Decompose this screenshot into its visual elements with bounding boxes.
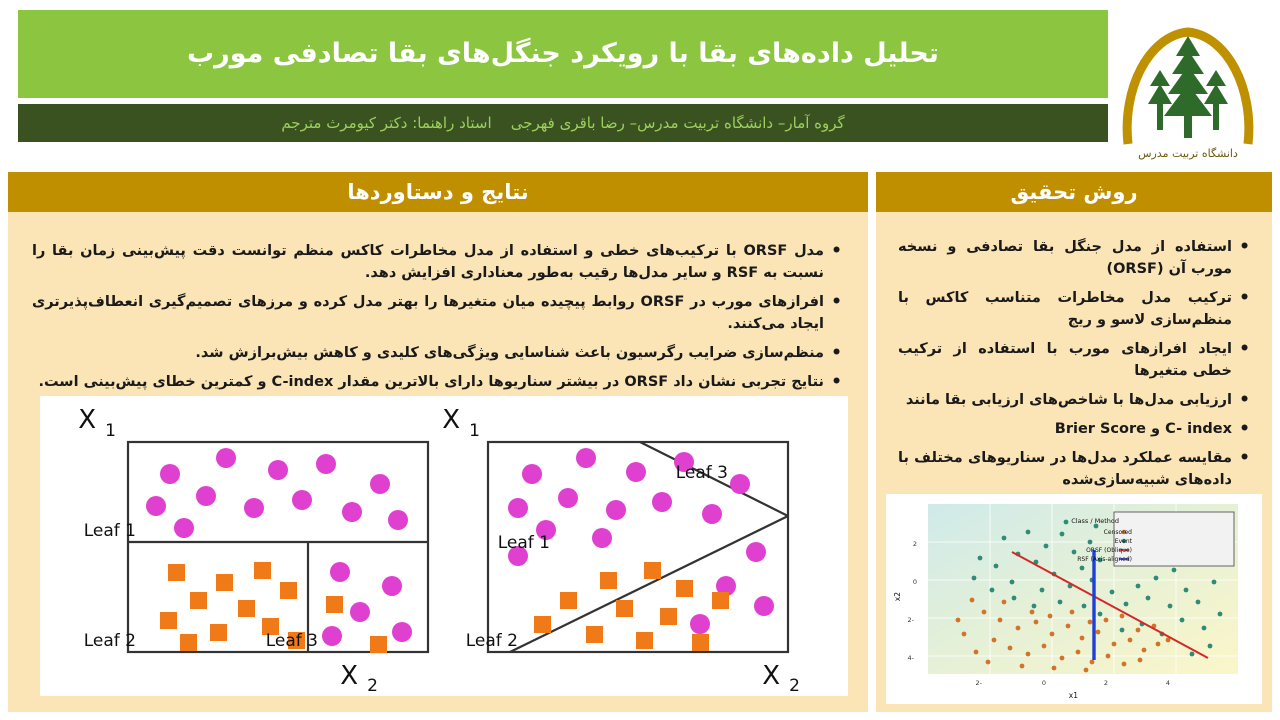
legend-item-rsf: RSF (Axis-aligned): [1077, 556, 1132, 563]
ytick-0: 0: [912, 578, 917, 586]
left-x-axis-label: X: [340, 661, 358, 691]
left-leaf-label-3: Leaf 3: [265, 631, 318, 651]
right-y-axis-label: X: [442, 405, 460, 435]
scatter-figure: [886, 494, 1262, 704]
list-item: • افرازهای مورب در ORSF روابط پیچیده میان متغیرها را بهتر مدل کرده و مرزهای تصمیم‌گیری انعطاف‌پذیرتری ایجاد می‌کنند.: [32, 291, 826, 335]
right-leaf-label-3: Leaf 3: [675, 463, 728, 483]
method-bullet-list: [888, 236, 1260, 498]
ytick--4: -4: [907, 654, 914, 662]
svg-text:2: 2: [367, 676, 378, 696]
list-item: • C- index و Brier Score: [898, 418, 1234, 440]
results-bullet-list: [22, 240, 852, 400]
xtick-0: 0: [1041, 679, 1046, 687]
logo-caption: دانشگاه تربیت مدرس: [1138, 147, 1238, 160]
poster-subtitle-bar: [18, 104, 1108, 142]
list-item: • مدل ORSF با ترکیب‌های خطی و استفاده از مدل مخاطرات کاکس منظم توانست دقت پیش‌بینی زمان بقا را نسبت به RSF و سایر مدل‌ها رقیب به‌طور معناداری افزایش دهد.: [32, 240, 826, 284]
left-leaf-label-2: Leaf 2: [83, 631, 136, 651]
university-logo: [1114, 8, 1262, 166]
list-item: • منظم‌سازی ضرایب رگرسیون باعث شناسایی ویژگی‌های کلیدی و کاهش بیش‌برازش شد.: [32, 342, 826, 364]
list-item: • مقایسه عملکرد مدل‌ها در سناریوهای مختلف با داده‌های شبیه‌سازی‌شده: [898, 447, 1234, 491]
list-item: • ارزیابی مدل‌ها با شاخص‌های ارزیابی بقا مانند: [898, 389, 1234, 411]
svg-text:2: 2: [789, 676, 800, 696]
logo-mark-icon: [1114, 12, 1262, 162]
method-panel: [876, 212, 1272, 712]
authors-line: گروه آمار– دانشگاه تربیت مدرس– رضا باقری فهرجی استاد راهنما: دکتر کیومرث مترجم: [281, 114, 845, 132]
list-item: • استفاده از مدل جنگل بقا تصادفی و نسخه مورب آن (ORSF): [898, 236, 1234, 280]
ytick-2: 2: [912, 540, 917, 548]
results-section-title: نتایج و دستاوردها: [347, 180, 529, 204]
scatter-xlabel: x1: [1068, 691, 1078, 700]
method-section-header: [876, 172, 1272, 212]
legend-item-censored: Censored: [1103, 529, 1132, 536]
svg-text:1: 1: [105, 421, 116, 441]
scatter-svg: [886, 494, 1262, 704]
legend-title: Class / Method: [1071, 517, 1119, 525]
poster-title-bar: [18, 10, 1108, 98]
page-title: تحلیل داده‌های بقا با رویکرد جنگل‌های بقا تصادفی مورب: [187, 38, 939, 70]
xtick-4: 4: [1165, 679, 1170, 687]
right-leaf-label-1: Leaf 1: [497, 533, 550, 553]
svg-text:1: 1: [469, 421, 480, 441]
leaf-partition-figure: [40, 396, 848, 696]
xtick-2: 2: [1103, 679, 1108, 687]
xtick--2: -2: [975, 679, 982, 687]
right-leaf-label-2: Leaf 2: [465, 631, 518, 651]
list-item: • نتایج تجربی نشان داد ORSF در بیشتر سناریوها دارای بالاترین مقدار C-index و کمترین خطای پیش‌بینی است.: [32, 371, 826, 393]
scatter-ylabel: x2: [893, 592, 902, 602]
list-item: • ترکیب مدل مخاطرات متناسب کاکس با منظم‌سازی لاسو و ریج: [898, 287, 1234, 331]
left-y-axis-label: X: [78, 405, 96, 435]
legend-item-event: Event: [1114, 538, 1132, 545]
method-section-title: روش تحقیق: [1010, 180, 1138, 204]
leaf-partition-svg: [40, 396, 848, 696]
ytick--2: -2: [907, 616, 914, 624]
results-section-header: [8, 172, 868, 212]
left-leaf-label-1: Leaf 1: [83, 521, 136, 541]
right-x-axis-label: X: [762, 661, 780, 691]
results-panel: [8, 212, 868, 712]
list-item: • ایجاد افرازهای مورب با استفاده از ترکیب خطی متغیرها: [898, 338, 1234, 382]
legend-item-orsf: ORSF (Oblique): [1086, 547, 1132, 554]
